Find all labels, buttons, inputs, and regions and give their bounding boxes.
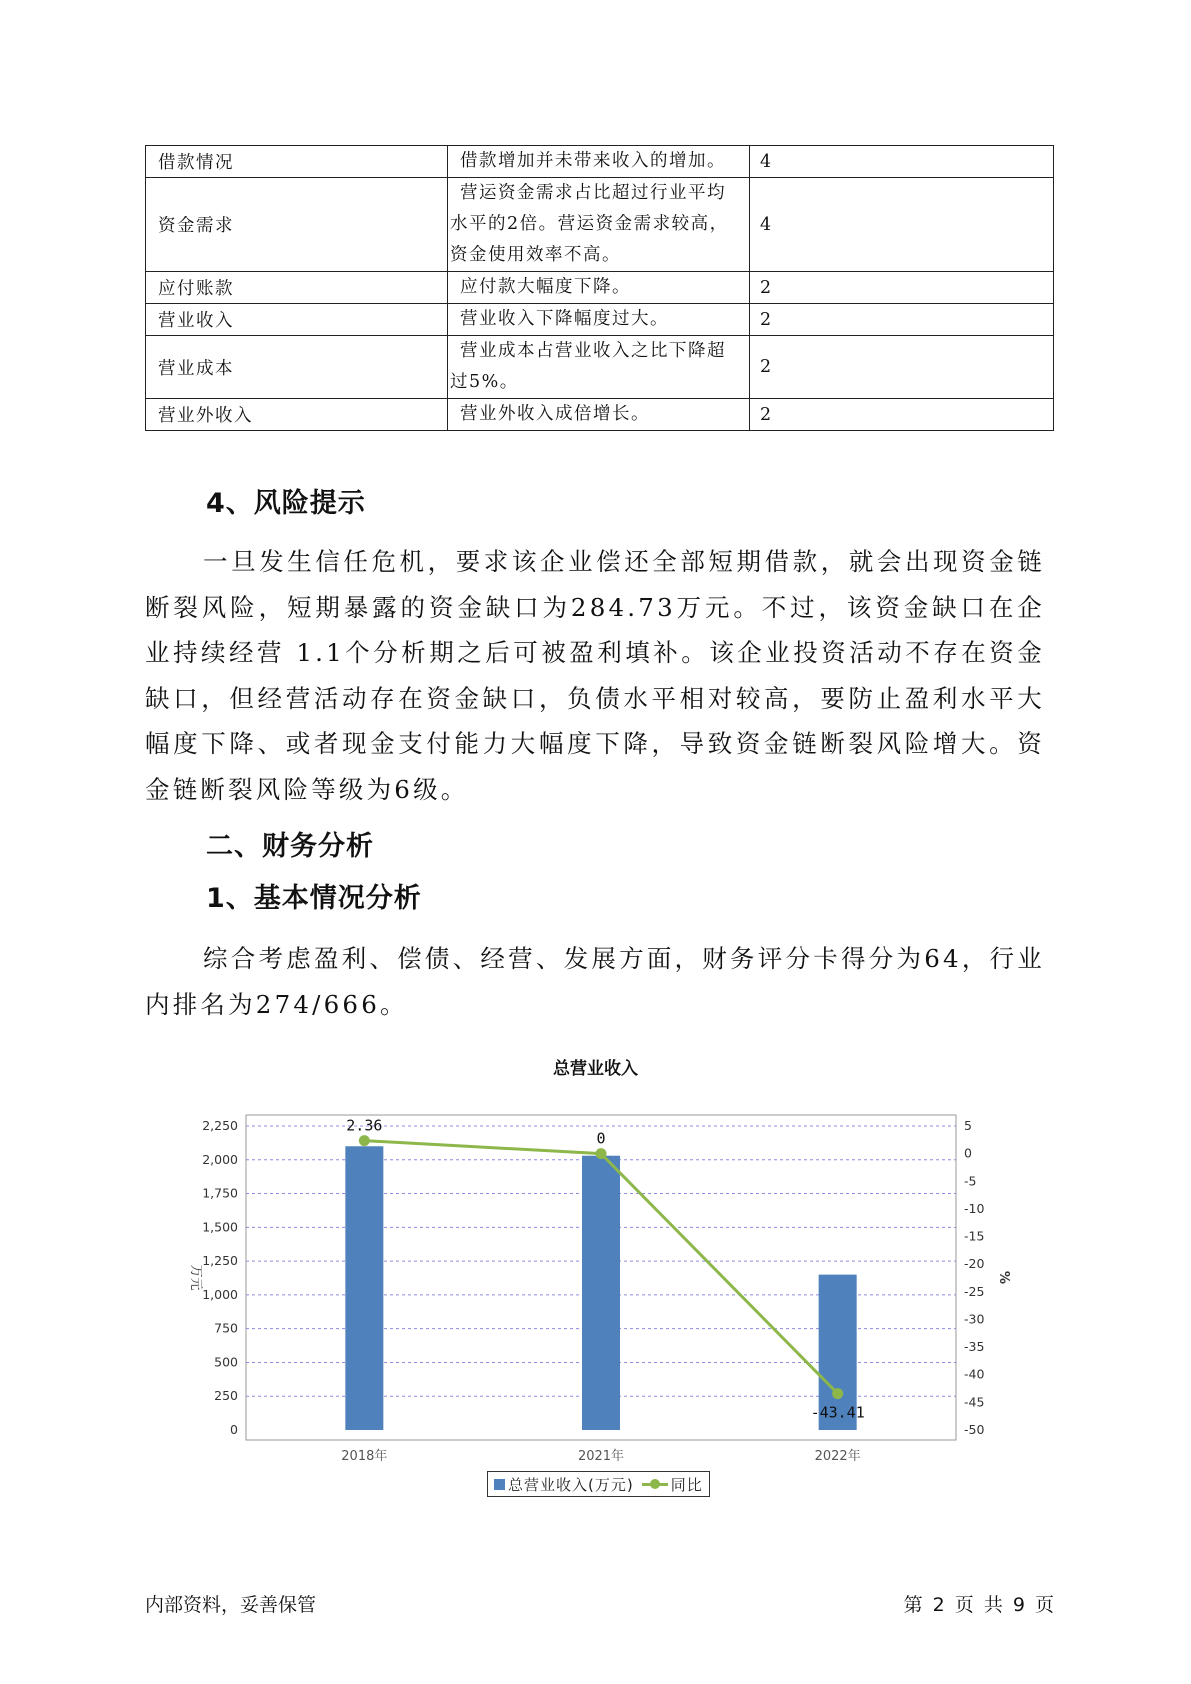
cell-score: 2 [750, 272, 1054, 304]
legend-line-swatch [642, 1478, 668, 1490]
chart-title: 总营业收入 [553, 1059, 638, 1079]
cell-item: 借款情况 [146, 146, 448, 178]
table-row [146, 399, 1054, 431]
y-right-axis-title: % [996, 1270, 1011, 1285]
y-tick-label: 2,000 [202, 1151, 238, 1167]
cell-item: 应付账款 [146, 272, 448, 304]
y-right-tick-label: -25 [964, 1283, 985, 1299]
revenue-chart [160, 1085, 1011, 1465]
cell-item: 营业成本 [146, 336, 448, 399]
y-tick-label: 1,500 [202, 1219, 238, 1235]
description-text: 营业成本占营业收入之比下降超过5%。 [450, 341, 726, 392]
section-heading-risk: 4、风险提示 [206, 488, 366, 519]
yoy-data-label: 0 [596, 1129, 606, 1148]
x-tick-label: 2021年 [577, 1449, 625, 1464]
x-tick-label: 2022年 [814, 1449, 861, 1464]
y-tick-label: 500 [214, 1354, 238, 1370]
cell-description [448, 336, 750, 399]
y-tick-label: 0 [230, 1422, 238, 1437]
y-right-tick-label: -35 [964, 1339, 985, 1355]
sub-heading-basic: 1、基本情况分析 [206, 883, 422, 914]
legend-bar-swatch [494, 1479, 505, 1490]
y-right-tick-label: -45 [964, 1394, 985, 1410]
description-text: 营业外收入成倍增长。 [460, 404, 650, 424]
cell-description [448, 399, 750, 431]
cell-score: 2 [750, 336, 1054, 399]
y-right-tick-label: -20 [964, 1256, 985, 1272]
financial-paragraph: 综合考虑盈利、偿债、经营、发展方面，财务评分卡得分为64，行业内排名为274/666。 [145, 944, 1045, 1019]
table-row [146, 178, 1054, 272]
legend-item-revenue [494, 1474, 634, 1495]
legend-label-revenue: 总营业收入(万元) [508, 1475, 634, 1494]
y-right-tick-label: -15 [964, 1228, 985, 1244]
y-tick-label: 1,000 [202, 1286, 238, 1302]
description-text: 营运资金需求占比超过行业平均水平的2倍。营运资金需求较高，资金使用效率不高。 [450, 183, 729, 265]
table-row [146, 272, 1054, 304]
footer-page-number: 第 2 页 共 9 页 [903, 1594, 1054, 1616]
y-tick-label: 250 [214, 1388, 238, 1404]
chart-legend [487, 1471, 710, 1497]
legend-item-yoy [642, 1474, 703, 1495]
y-right-tick-label: -30 [964, 1311, 985, 1327]
yoy-point-2022年 [832, 1388, 843, 1399]
section-heading-financial: 二、财务分析 [206, 831, 374, 862]
cell-description [448, 178, 750, 272]
y-tick-label: 2,250 [202, 1118, 238, 1133]
bar-revenue-2021年 [582, 1156, 620, 1430]
cell-description [448, 146, 750, 178]
table-row [146, 336, 1054, 399]
y-tick-label: 750 [214, 1320, 238, 1336]
y-tick-label: 1,250 [202, 1253, 238, 1269]
y-right-tick-label: -50 [964, 1422, 985, 1437]
cell-score: 2 [750, 304, 1054, 336]
cell-score: 4 [750, 178, 1054, 272]
legend-label-yoy: 同比 [670, 1475, 703, 1494]
footer-confidential: 内部资料，妥善保管 [145, 1594, 317, 1616]
bar-revenue-2018年 [345, 1146, 383, 1430]
table-row [146, 304, 1054, 336]
description-text: 营业收入下降幅度过大。 [460, 309, 669, 329]
y-tick-label: 1,750 [202, 1185, 238, 1201]
y-right-tick-label: 5 [964, 1118, 972, 1133]
yoy-point-2021年 [596, 1148, 607, 1159]
description-text: 应付款大幅度下降。 [460, 277, 631, 297]
yoy-data-label: 2.36 [346, 1116, 383, 1135]
cell-item: 营业外收入 [146, 399, 448, 431]
y-right-tick-label: -5 [964, 1173, 977, 1189]
y-right-tick-label: -40 [964, 1366, 985, 1382]
yoy-data-label: -43.41 [810, 1403, 865, 1422]
cell-description [448, 272, 750, 304]
risk-paragraph: 一旦发生信任危机，要求该企业偿还全部短期借款，就会出现资金链断裂风险，短期暴露的资金缺口为284.73万元。不过，该资金缺口在企业持续经营 1.1个分析期之后可被盈利填补。该企业投资活动不存在资金缺口，但经营活动存在资金缺口，负债水平相对较高，要防止盈利水平大幅度下降、或者现金支付能力大幅度下降，导致资金链断裂风险增大。资金链断裂风险等级为6级。 [145, 547, 1045, 804]
description-text: 借款增加并未带来收入的增加。 [460, 151, 726, 171]
cell-item: 营业收入 [146, 304, 448, 336]
y-right-tick-label: -10 [964, 1200, 985, 1216]
table-row [146, 146, 1054, 178]
y-axis-title: 万元 [188, 1264, 203, 1291]
x-tick-label: 2018年 [341, 1449, 388, 1464]
risk-indicator-table [145, 145, 1054, 431]
y-right-tick-label: 0 [964, 1145, 972, 1161]
yoy-point-2018年 [359, 1135, 370, 1146]
cell-description [448, 304, 750, 336]
cell-score: 2 [750, 399, 1054, 431]
cell-item: 资金需求 [146, 178, 448, 272]
cell-score: 4 [750, 146, 1054, 178]
